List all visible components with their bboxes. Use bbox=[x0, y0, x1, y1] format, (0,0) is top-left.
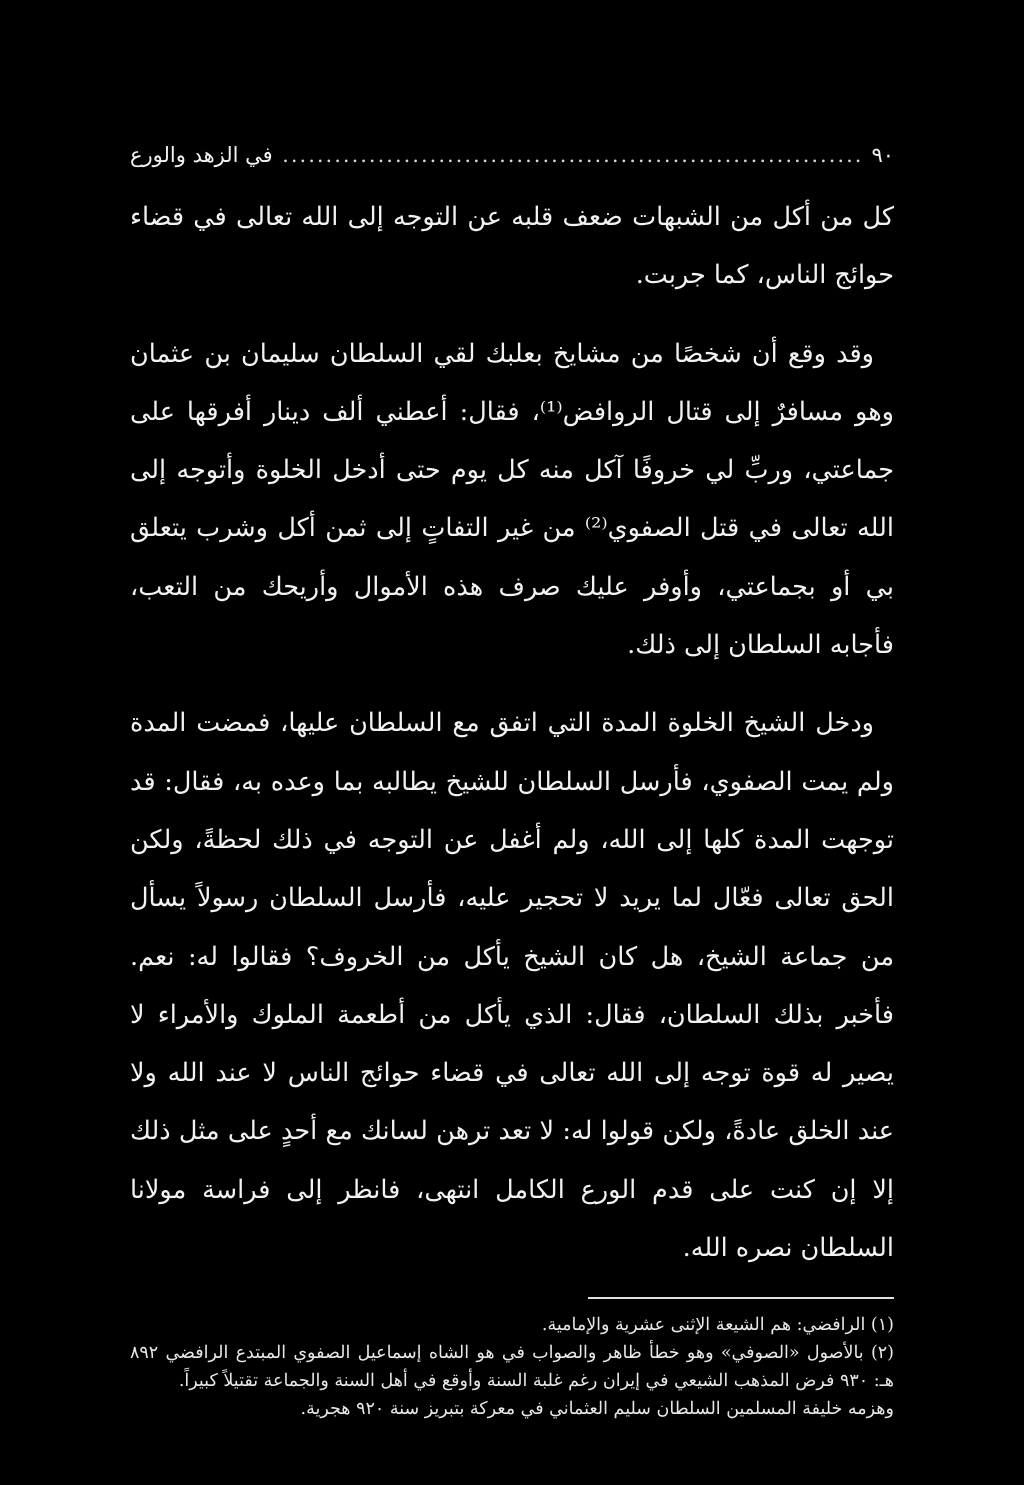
footnote: (١) الرافضي: هم الشيعة الإثنى عشرية والإمامية. bbox=[541, 1315, 894, 1336]
paragraph: ودخل الشيخ الخلوة المدة التي اتفق مع السلطان عليها، فمضت المدة ولم يمت الصفوي، فأرسل السلطان للشيخ يطالبه بما وعده به، فقال: قد توجهت المدة كلها إلى الله، ولم أغفل عن التوجه في ذلك لحظةً، ولكن الحق تعالى فعّال لما يريد لا تحجير عليه، فأرسل السلطان رسولاً يسأل من جماعة الشيخ، هل كان الشيخ يأكل من الخروف؟ فقالوا له: نعم. فأخبر بذلك السلطان، فقال: الذي يأكل من أطعمة الملوك والأمراء لا يصير له قوة توجه إلى الله تعالى في قضاء حوائج الناس لا عند الله ولا عند الخلق عادةً، ولكن قولوا له: لا تعد ترهن لسانك مع أحدٍ على مثل ذلك إلا إن كنت على قدم الورع الكامل انتهى، فانظر إلى فراسة مولانا السلطان نصره الله. bbox=[130, 708, 894, 1264]
paragraph: وقد وقع أن شخصًا من مشايخ بعلبك لقي السلطان سليمان بن عثمان وهو مسافرٌ إلى قتال الروافض⁽¹⁾، فقال: أعطني ألف دينار أفرقها على جماعتي، وربِّ لي خروفًا آكل منه كل يوم حتى أدخل الخلوة وأتوجه إلى الله تعالى في قتل الصفوي⁽²⁾ من غير التفاتٍ إلى ثمن أكل وشرب يتعلق بي أو بجماعتي، وأوفر عليك صرف هذه الأموال وأريحك من التعب، فأجابه السلطان إلى ذلك. bbox=[130, 338, 894, 661]
footnote-separator bbox=[588, 1297, 894, 1299]
footnotes bbox=[130, 1311, 894, 1423]
running-header bbox=[130, 128, 894, 182]
running-title: في الزهد والورع bbox=[130, 143, 273, 167]
footnote: وهزمه خليفة المسلمين السلطان سليم العثماني في معركة بتبريز سنة ٩٢٠ هجرية. bbox=[300, 1399, 894, 1420]
page-number: ٩٠ bbox=[871, 143, 894, 167]
book-page bbox=[130, 128, 894, 1458]
main-text bbox=[130, 188, 894, 1277]
paragraph: كل من أكل من الشبهات ضعف قلبه عن التوجه إلى الله تعالى في قضاء حوائج الناس، كما جربت. bbox=[130, 202, 894, 291]
header-leader-dots bbox=[281, 128, 864, 182]
footnote: (٢) بالأصول «الصوفي» وهو خطأ ظاهر والصواب في هو الشاه إسماعيل الصفوي المبتدع الرافضي ٨٩٢ هـ: ٩٣٠ فرض المذهب الشيعي في إيران رغم غلبة السنة وأوقع في أهل السنة والجماعة تقتيلاً كبيراً. bbox=[130, 1343, 894, 1392]
